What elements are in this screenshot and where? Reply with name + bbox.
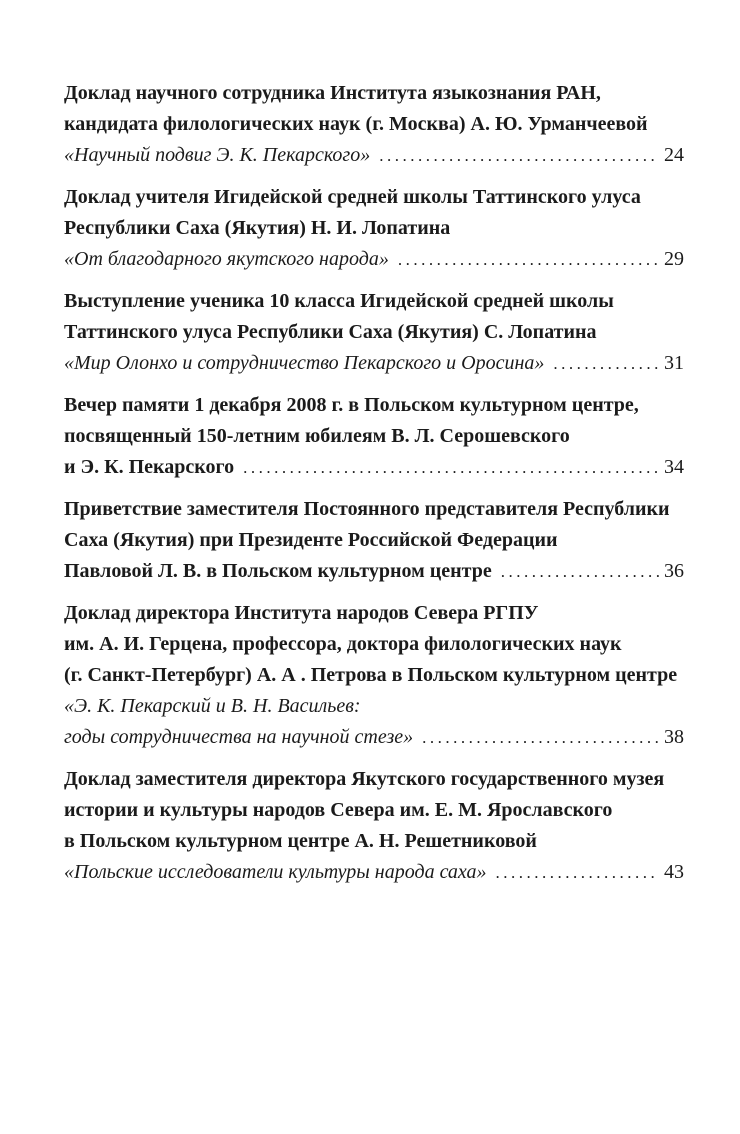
toc-line [64,795,684,826]
dot-leader [243,452,659,483]
toc-line-text: им. А. И. Герцена, профессора, доктора филологических наук [64,633,622,655]
toc-line [64,722,684,753]
toc-line-text: (г. Санкт-Петербург) А. А . Петрова в Польском культурном центре [64,664,678,686]
toc-entry [64,764,684,888]
dot-leader [496,857,659,888]
page-number: 43 [664,861,684,883]
page-number: 29 [664,248,684,270]
dot-leader [553,348,659,379]
toc-line-text: Доклад заместителя директора Якутского государственного музея [64,768,665,790]
toc-line [64,348,684,379]
toc-list [64,78,684,899]
toc-line-text: «Э. К. Пекарский и В. Н. Васильев: [64,695,361,717]
toc-entry [64,286,684,379]
toc-line-text: «Польские исследователи культуры народа саха» [64,861,487,883]
toc-line [64,140,684,171]
toc-line-text: истории и культуры народов Севера им. Е. М. Ярославского [64,799,613,821]
toc-line [64,286,684,317]
toc-line-text: Приветствие заместителя Постоянного представителя Республики [64,498,670,520]
toc-line-text: Доклад директора Института народов Севера РГПУ [64,602,539,624]
toc-line-text: Республики Саха (Якутия) Н. И. Лопатина [64,217,451,239]
dot-leader [379,140,659,171]
toc-line [64,629,684,660]
page-number: 36 [664,560,684,582]
toc-line [64,598,684,629]
toc-entry [64,494,684,587]
toc-line-text: «От благодарного якутского народа» [64,248,389,270]
toc-line [64,78,684,109]
toc-line [64,494,684,525]
dot-leader [398,244,659,275]
toc-line [64,556,684,587]
toc-line-text: Вечер памяти 1 декабря 2008 г. в Польском культурном центре, [64,394,639,416]
toc-line-text: Павловой Л. В. в Польском культурном центре [64,560,492,582]
toc-line [64,317,684,348]
toc-line [64,691,684,722]
toc-line [64,421,684,452]
toc-line-text: в Польском культурном центре А. Н. Решетниковой [64,830,537,852]
page-number: 31 [664,352,684,374]
page-number: 24 [664,144,684,166]
toc-line-text: и Э. К. Пекарского [64,456,235,478]
toc-line-text: Выступление ученика 10 класса Игидейской средней школы [64,290,614,312]
toc-entry [64,390,684,483]
toc-line-text: посвященный 150-летним юбилеям В. Л. Серошевского [64,425,570,447]
dot-leader [501,556,659,587]
toc-line [64,182,684,213]
toc-entry [64,78,684,171]
page-number: 38 [664,726,684,748]
toc-line [64,390,684,421]
toc-line-text: Таттинского улуса Республики Саха (Якутия) С. Лопатина [64,321,597,343]
toc-line [64,452,684,483]
toc-line [64,244,684,275]
toc-line-text: «Научный подвиг Э. К. Пекарского» [64,144,371,166]
page-number: 34 [664,456,684,478]
toc-line [64,857,684,888]
toc-line [64,826,684,857]
toc-line-text: кандидата филологических наук (г. Москва) А. Ю. Урманчеевой [64,113,648,135]
toc-entry [64,182,684,275]
toc-line [64,109,684,140]
dot-leader [422,722,659,753]
toc-line [64,525,684,556]
toc-line [64,764,684,795]
toc-line-text: годы сотрудничества на научной стезе» [64,726,414,748]
toc-entry [64,598,684,753]
toc-line [64,213,684,244]
toc-line [64,660,684,691]
toc-line-text: «Мир Олонхо и сотрудничество Пекарского и Оросина» [64,352,545,374]
toc-line-text: Доклад научного сотрудника Института языкознания РАН, [64,82,601,104]
toc-line-text: Саха (Якутия) при Президенте Российской Федерации [64,529,558,551]
toc-line-text: Доклад учителя Игидейской средней школы Таттинского улуса [64,186,641,208]
